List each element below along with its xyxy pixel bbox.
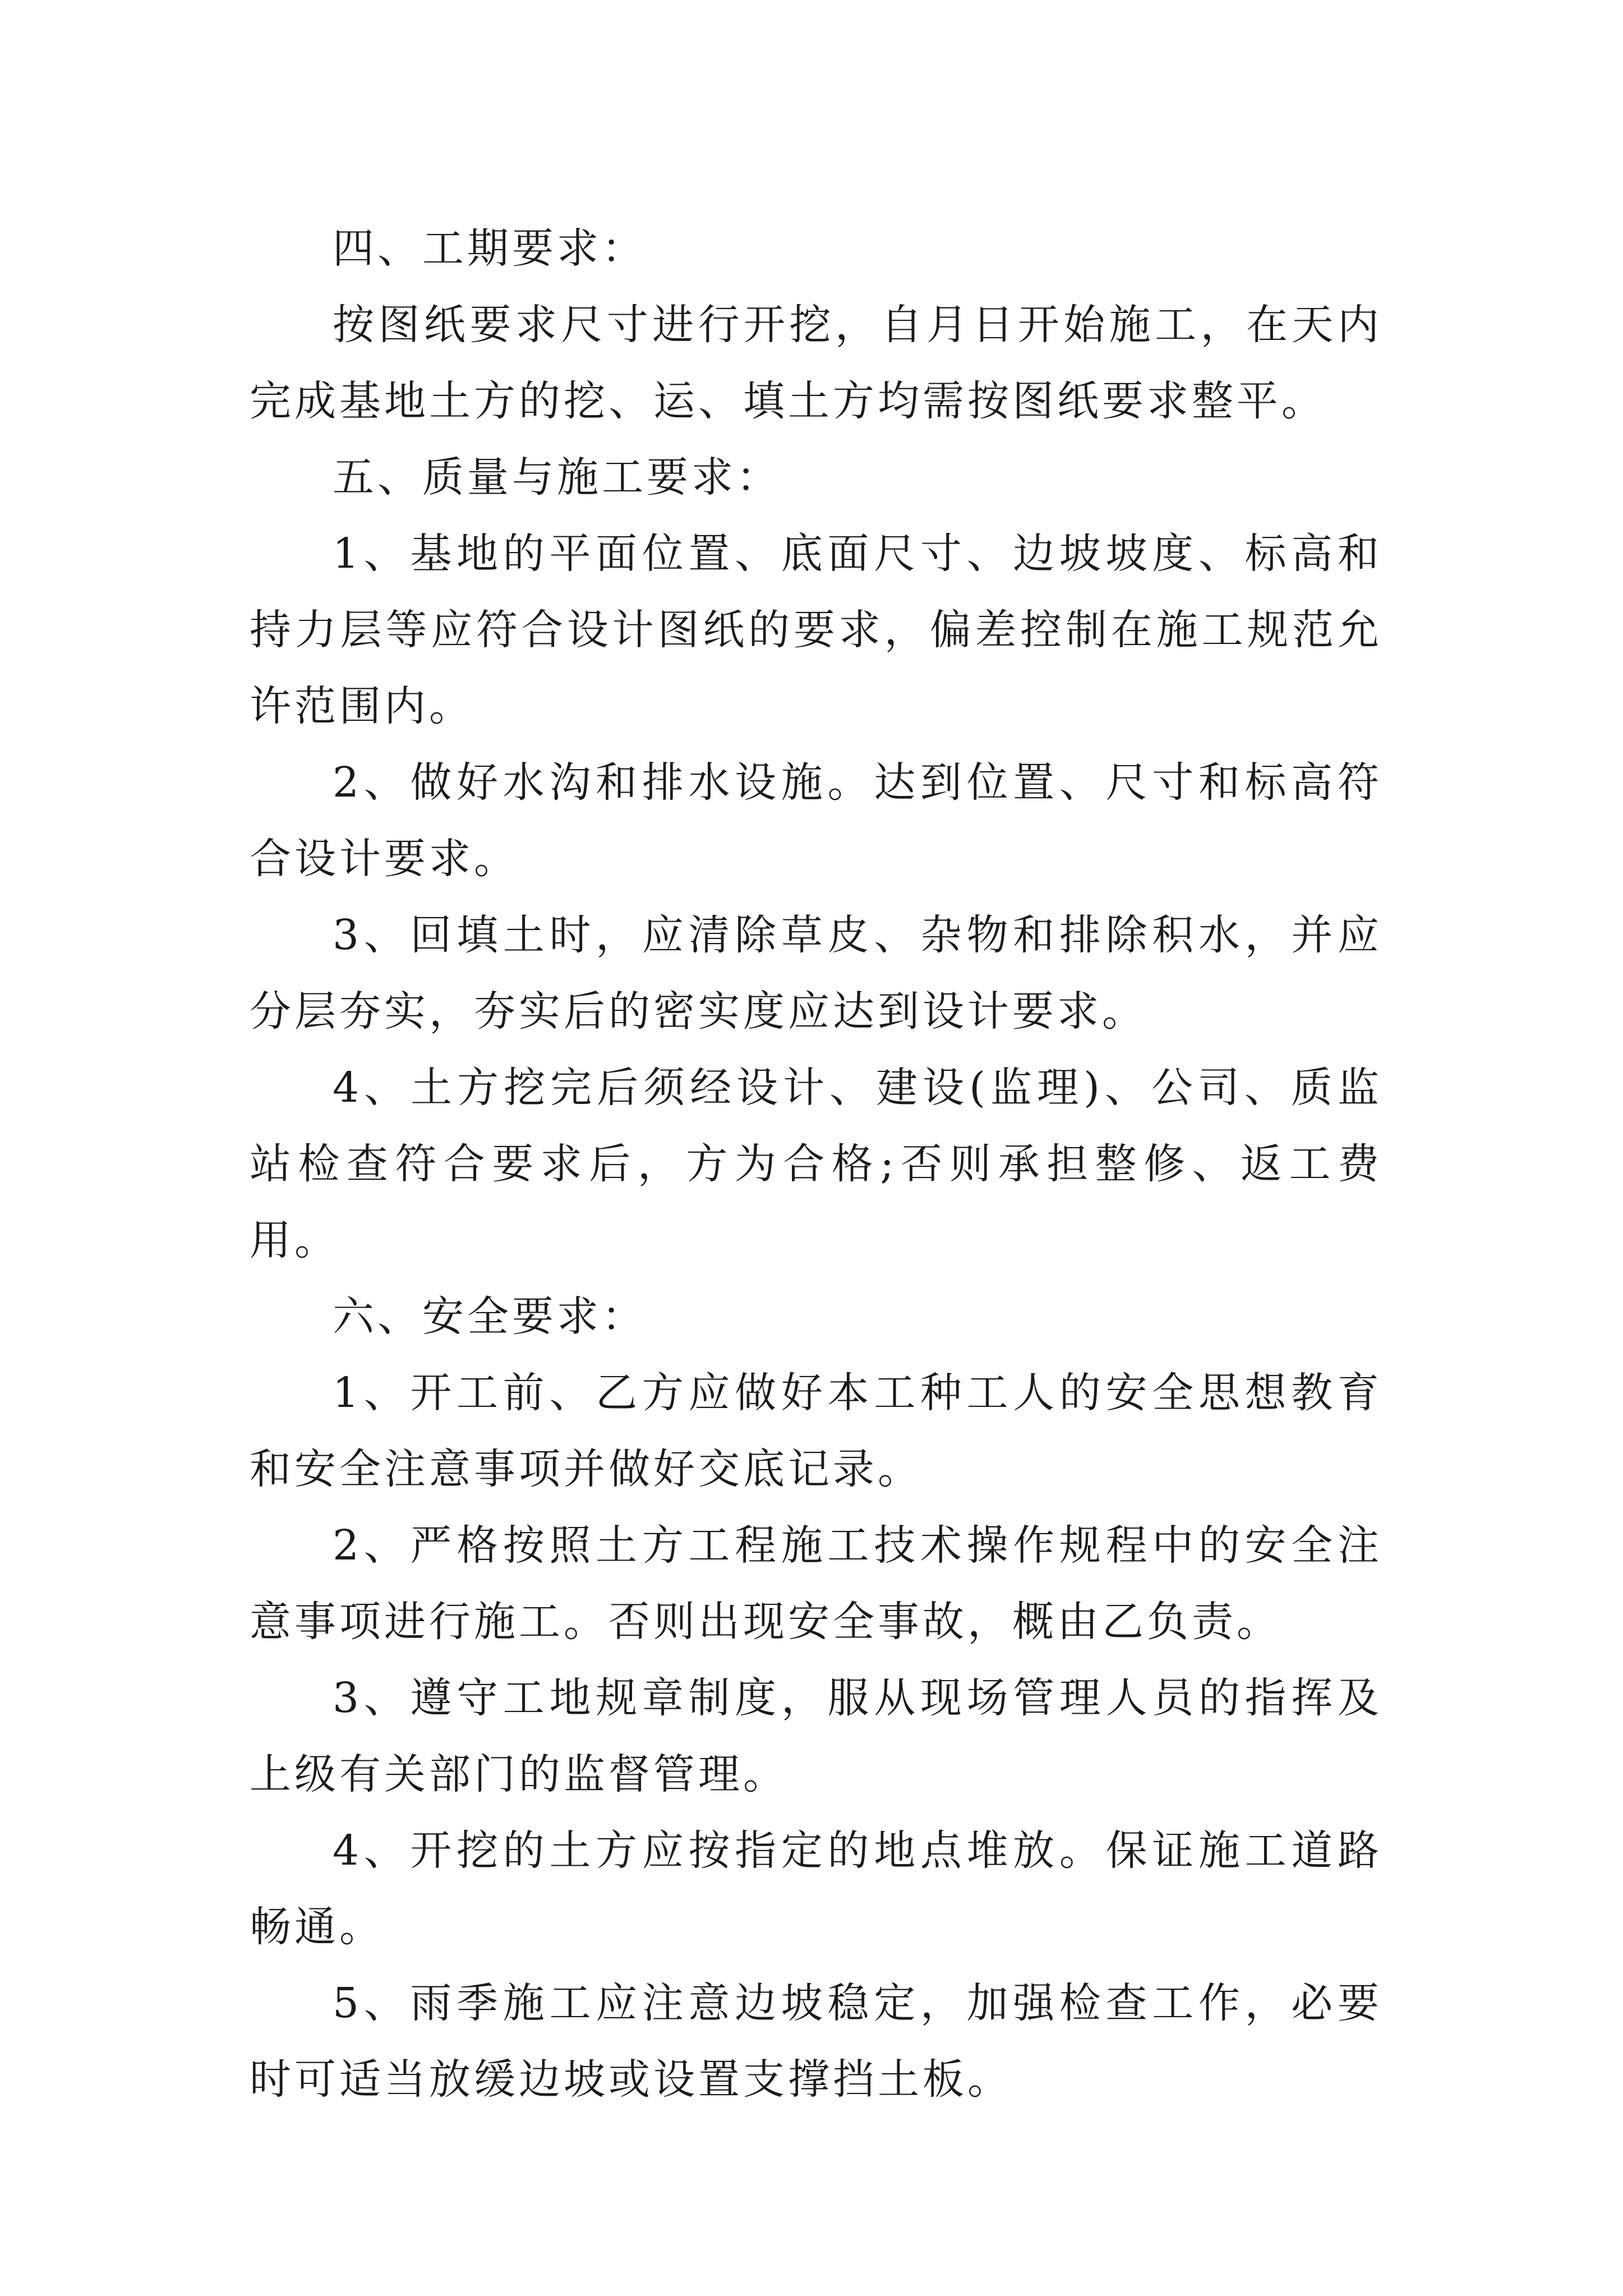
section-heading-schedule: 四、工期要求：	[333, 224, 647, 273]
paragraph: 4、土方挖完后须经设计、建设(监理)、公司、质监站检查符合要求后，方为合格;否则承担整修、返工费用。	[250, 1064, 1382, 1264]
section-heading-quality: 五、质量与施工要求：	[333, 453, 781, 501]
paragraph: 2、严格按照土方工程施工技术操作规程中的安全注意事项进行施工。否则出现安全事故，概由乙负责。	[250, 1521, 1382, 1646]
paragraph: 3、回填土时，应清除草皮、杂物和排除积水，并应分层夯实，夯实后的密实度应达到设计要求。	[250, 911, 1382, 1036]
paragraph: 4、开挖的土方应按指定的地点堆放。保证施工道路畅通。	[250, 1826, 1382, 1951]
paragraph: 5、雨季施工应注意边坡稳定，加强检查工作，必要时可适当放缓边坡或设置支撑挡土板。	[250, 1979, 1382, 2104]
paragraph: 1、基地的平面位置、底面尺寸、边坡坡度、标高和持力层等应符合设计图纸的要求，偏差控制在施工规范允许范围内。	[250, 530, 1382, 730]
paragraph: 按图纸要求尺寸进行开挖，自月日开始施工，在天内完成基地土方的挖、运、填土方均需按图纸要求整平。	[250, 301, 1382, 425]
document-body	[250, 210, 1382, 2118]
section-heading-safety: 六、安全要求：	[333, 1292, 647, 1341]
paragraph: 3、遵守工地规章制度，服从现场管理人员的指挥及上级有关部门的监督管理。	[250, 1674, 1382, 1798]
paragraph: 1、开工前、乙方应做好本工种工人的安全思想教育和安全注意事项并做好交底记录。	[250, 1369, 1382, 1493]
paragraph: 2、做好水沟和排水设施。达到位置、尺寸和标高符合设计要求。	[250, 758, 1382, 883]
